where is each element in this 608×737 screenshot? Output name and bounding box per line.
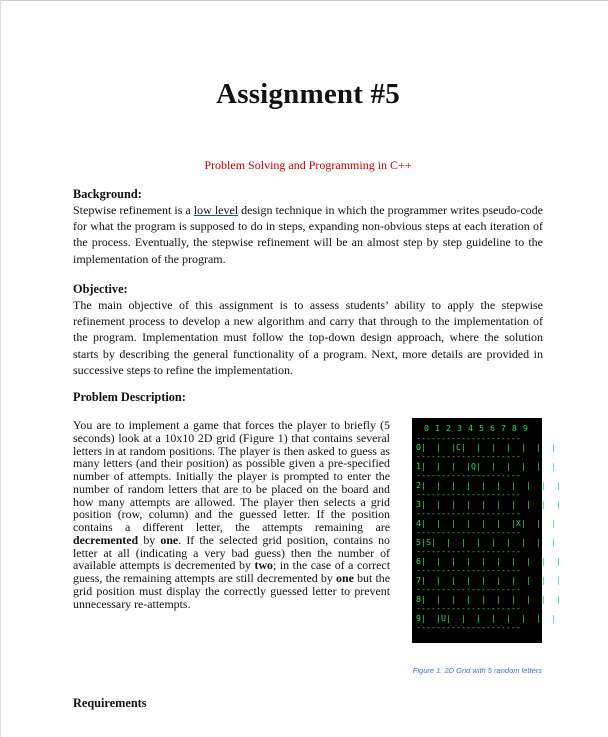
spellcheck-underlined-term: low level [193,203,239,217]
grid-separator: --------------------- [416,489,521,499]
grid-separator: --------------------- [416,433,521,443]
objective-section [73,282,543,378]
grid-row: 0| | |C| | | | | | | [416,442,556,452]
figure-grid-console [412,418,561,643]
problem-description [73,419,390,610]
emphasis-decremented: decremented [73,532,139,547]
problem-text-1: You are to implement a game that forces the player to briefly (5 seconds) look at a 10x10 2D grid (Figure 1) that contains several letters in at random positions. The player is then asked to guess as many letters (and their position) as possible given a pre-specified number of attempts. Initially the player is prompted to enter the number of random letters that are to be placed on the board and how many attempts are allowed. The player then selects a grid position (row, column) and the guessed letter. If the position contains a different letter, the attempts remaining are [73,418,390,534]
background-heading: Background: [73,187,142,201]
requirements-heading: Requirements [73,696,147,710]
grid-separator: --------------------- [416,451,521,461]
grid-separator: --------------------- [416,584,521,594]
background-text-end: design technique in which the programmer writes pseudo-code for what the program is supposed to do in steps, expanding non-obvious steps at each iteration of the process. Eventually, the stepwise refinement will be an almost step by step guideline to the implementation of the program. [73,203,543,266]
emphasis-two: two [254,558,273,573]
grid-row: 7| | | | | | | | | | [416,575,561,585]
document-subtitle: Problem Solving and Programming in C++ [204,158,412,172]
grid-separator: --------------------- [416,527,521,537]
document-title: Assignment #5 [216,78,400,110]
grid-separator: --------------------- [416,603,521,613]
problem-text-3: . If the selected grid position, contains no letter at all (indicating a very bad guess) then the number of available attempts is decremented by [73,532,390,573]
problem-text-2: by [138,532,161,547]
page-left-border [0,0,1,737]
emphasis-one-again: one [336,571,354,585]
grid-row: 9| |U| | | | | | | | [416,613,556,623]
objective-text: The main objective of this assignment is to assess students’ ability to apply the stepwise refinement process to develop a new algorithm and carry that through to the implementation of the program. Implementation must follow the top-down design approach, where the solution starts by describing the general functionality of a program. Next, more details are provided in successive steps to refine the implementation. [73,298,543,377]
grid-row: 8| | | | | | | | | | [416,594,561,604]
grid-row: 5|S| | | | | | | | | [416,537,556,547]
grid-row: 2| | | | | | | | | | [416,480,561,490]
grid-separator: --------------------- [416,546,521,556]
grid-separator: --------------------- [416,470,521,480]
problem-text-4: ; in the case of a correct guess, the remaining attempts are still decremented by [73,558,391,585]
grid-separator: --------------------- [416,508,521,518]
grid-row: 6| | | | | | | | | | [416,556,561,566]
background-text [73,202,543,267]
grid-row: 4| | | | | | |X| | | [416,518,556,528]
background-text-start: Stepwise refinement is a [73,203,194,217]
grid-column-header: 0 1 2 3 4 5 6 7 8 9 [424,423,529,433]
objective-heading: Objective: [73,282,128,296]
grid-separator: --------------------- [416,565,521,575]
problem-text-5: but the grid position must display the correctly guessed letter to prevent unnecessary re-attempts. [73,571,391,611]
background-section [73,187,543,267]
problem-heading: Problem Description: [73,390,186,404]
problem-heading-wrap [73,390,543,405]
figure-caption: Figure 1. 2D Grid with 5 random letters [412,666,542,675]
emphasis-one: one [160,532,179,547]
grid-row: 1| | | |Q| | | | | | [416,461,556,471]
page-top-border [0,0,608,1]
grid-row: 3| | | | | | | | | | [416,499,561,509]
grid-separator: --------------------- [416,622,521,632]
